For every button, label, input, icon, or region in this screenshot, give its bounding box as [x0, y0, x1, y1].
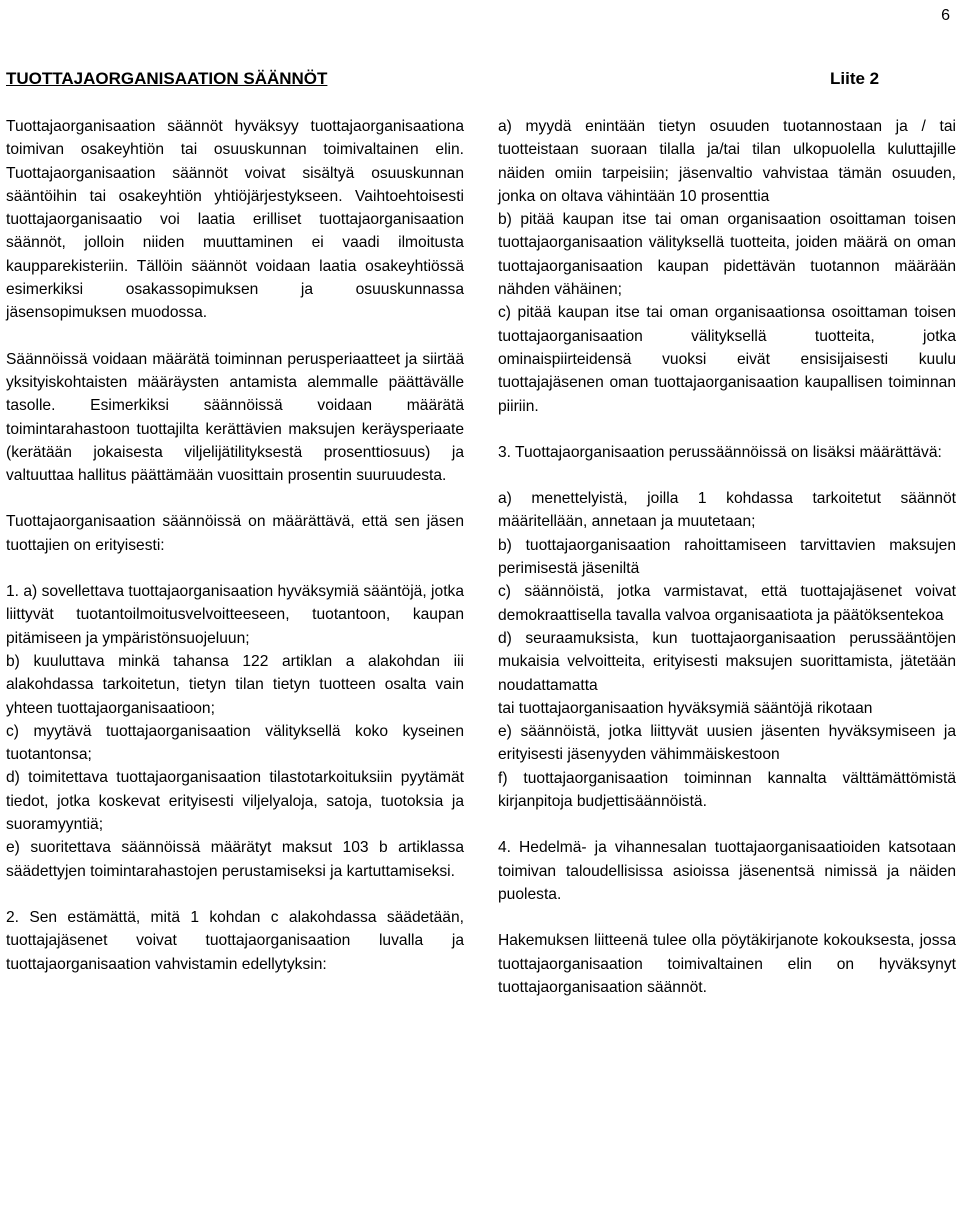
item-3-lead-paragraph: 3. Tuottajaorganisaation perussäännöissä on lisäksi määrättävä:	[498, 443, 942, 461]
list-item: b) tuottajaorganisaation rahoittamiseen tarvittavien maksujen perimisestä jäseniltä	[498, 536, 956, 578]
list-item: a) myydä enintään tietyn osuuden tuotannostaan ja / tai tuotteistaan suoraan tilalla ja/tai tilan ulkopuolella kuluttajille näiden omiin tarpeisiin; jäsenvaltio vahvistaa tämän osuuden, jonka on oltava vähintään 10 prosenttia	[498, 118, 956, 205]
item-4-paragraph: 4. Hedelmä- ja vihannesalan tuottajaorganisaatioiden katsotaan toimivan taloudellisissa asioissa jäsenentsä nimissä ja näiden puolesta.	[498, 839, 956, 903]
list-item: d) toimitettava tuottajaorganisaation tilastotarkoituksiin pyytämät tiedot, jotka koskevat erityisesti viljelyaloja, satoja, tuotoksia ja suoramyyntiä;	[6, 769, 464, 834]
item-2-paragraph: 2. Sen estämättä, mitä 1 kohdan c alakohdassa säädetään, tuottajajäsenet voivat tuottajaorganisaation luvalla ja tuottajaorganisaation vahvistamin edellytyksin:	[6, 908, 464, 973]
basics-paragraph: Säännöissä voidaan määrätä toiminnan perusperiaatteet ja siirtää yksityiskohtaisten määräysten antamista alemmalle päättävälle tasolle. Esimerkiksi säännöissä voidaan määrätä toimintarahastoon tuottajilta kerättävien maksujen keräysperiaate (kerätään jokaisesta viljelijätilityksestä prosenttiosuus) ja valtuuttaa hallitus päättämään vuosittain prosentin suuruudesta.	[6, 350, 464, 485]
document-title: TUOTTAJAORGANISAATION SÄÄNNÖT	[6, 69, 328, 88]
list-item: e) säännöistä, jotka liittyvät uusien jäsenten hyväksymiseen ja erityisesti jäsenyyden vähimmäiskestoon	[498, 723, 956, 764]
list-item: c) myytävä tuottajaorganisaation välityksellä koko kyseinen tuotantonsa;	[6, 722, 464, 764]
list-item: e) suoritettava säännöissä määrätyt maksut 103 b artiklassa säädettyjen toimintarahastojen perustamiseksi ja kartuttamiseksi.	[6, 839, 464, 880]
list-item: c) säännöistä, jotka varmistavat, että tuottajajäsenet voivat demokraattisella tavalla valvoa organisaatiota ja päätöksentekoa	[498, 583, 956, 624]
list-item: b) kuuluttava minkä tahansa 122 artiklan a alakohdan iii alakohdassa tarkoitetun, tietyn tilan tietyn tuotteen osalta vain yhteen tuottajaorganisaatioon;	[6, 652, 464, 717]
obligation-lead-paragraph: Tuottajaorganisaation säännöissä on määrättävä, että sen jäsen tuottajien on erityisesti:	[6, 513, 464, 554]
list-item: a) menettelyistä, joilla 1 kohdassa tarkoitetut säännöt määritellään, annetaan ja muutetaan;	[498, 490, 956, 531]
list-item: tai tuottajaorganisaation hyväksymiä sääntöjä rikotaan	[498, 699, 873, 717]
list-item: c) pitää kaupan itse tai oman organisaationsa osoittaman toisen tuottajaorganisaation välityksellä tuotteita, jotka ominaispiirteidensä vuoksi eivät ensisijaisesti kuulu tuottajajäsenen oman tuottajaorganisaation kaupallisen toiminnan piiriin.	[498, 304, 956, 415]
list-item: b) pitää kaupan itse tai oman organisaation osoittaman toisen tuottajaorganisaation välityksellä tuotteita, joiden määrä on oman tuottajaorganisaation kaupan pidettävän tuotannon määrään nähden vähäinen;	[498, 211, 956, 299]
right-column	[498, 115, 956, 999]
closing-paragraph: Hakemuksen liitteenä tulee olla pöytäkirjanote kokouksesta, jossa tuottajaorganisaation toimivaltainen elin on hyväksynyt tuottajaorganisaation säännöt.	[498, 932, 956, 996]
list-item: f) tuottajaorganisaation toiminnan kannalta välttämättömistä kirjanpitoja budjettisäännöistä.	[498, 769, 956, 811]
left-column	[6, 115, 464, 976]
intro-paragraph: Tuottajaorganisaation säännöt hyväksyy tuottajaorganisaationa toimivan osakeyhtiön tai osuuskunnan toimivaltainen elin. Tuottajaorganisaation säännöt voivat sisältyä osuuskunnan sääntöihin tai osakeyhtiön yhtiöjärjestykseen. Vaihtoehtoisesti tuottajaorganisaatio voi laatia erilliset tuottajaorganisaation säännöt, jolloin niiden muuttaminen ei vaadi ilmoitusta kaupparekisteriin. Tällöin säännöt voidaan laatia osakeyhtiössä esimerkiksi osakassopimuksen ja osuuskunnassa jäsensopimuksen muodossa.	[6, 118, 464, 322]
page-number: 6	[941, 7, 950, 24]
list-item: 1. a) sovellettava tuottajaorganisaation hyväksymiä sääntöjä, jotka liittyvät tuotantoilmoitusvelvoitteeseen, tuotantoon, kaupan pitämiseen ja ympäristönsuojeluun;	[6, 583, 464, 647]
list-item: d) seuraamuksista, kun tuottajaorganisaation perussääntöjen mukaisia velvoitteita, erityisesti maksujen suorittamista, jätetään noudattamatta	[498, 629, 956, 694]
annex-label: Liite 2	[830, 69, 880, 88]
